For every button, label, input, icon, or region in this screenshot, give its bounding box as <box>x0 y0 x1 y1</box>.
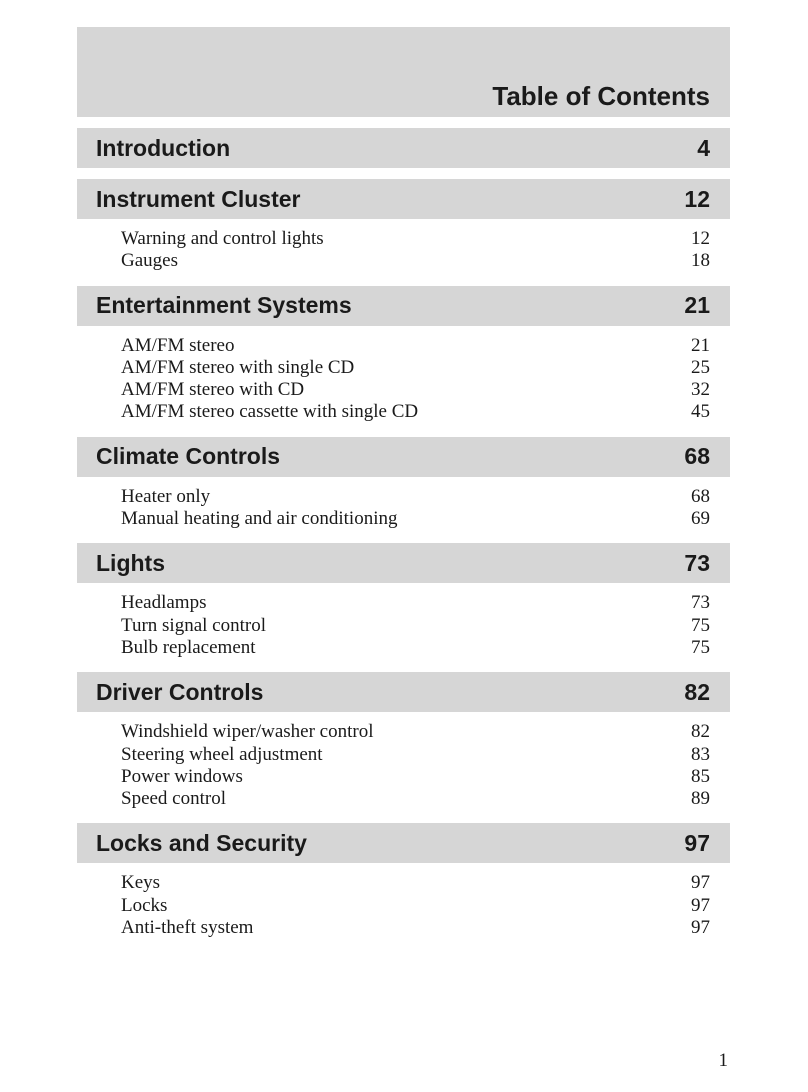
toc-entry[interactable] <box>121 721 710 743</box>
toc-entry[interactable] <box>121 486 710 508</box>
toc-entry[interactable] <box>121 592 710 614</box>
title-banner <box>77 27 730 117</box>
section-title: Entertainment Systems <box>96 292 352 319</box>
section-header[interactable] <box>77 128 730 168</box>
toc-entry[interactable] <box>121 508 710 530</box>
entry-page-number: 97 <box>691 894 710 916</box>
section-page-number: 68 <box>684 443 710 470</box>
section-title: Driver Controls <box>96 678 264 705</box>
page-number: 1 <box>718 1050 728 1071</box>
entry-label: Heater only <box>121 485 211 507</box>
entry-label: Turn signal control <box>121 614 266 636</box>
section-title: Introduction <box>96 134 231 161</box>
toc-section <box>77 286 730 426</box>
section-header[interactable] <box>77 823 730 863</box>
entry-label: Anti-theft system <box>121 917 254 939</box>
entry-page-number: 97 <box>691 872 710 894</box>
toc-section <box>77 179 730 275</box>
entry-page-number: 68 <box>691 485 710 507</box>
section-header[interactable] <box>77 543 730 583</box>
entry-label: Manual heating and air conditioning <box>121 508 398 530</box>
page-title: Table of Contents <box>492 81 710 111</box>
entry-page-number: 73 <box>691 592 710 614</box>
entry-label: Windshield wiper/washer control <box>121 721 374 743</box>
entry-label: Locks <box>121 894 168 916</box>
section-title: Lights <box>96 549 165 576</box>
toc-entry[interactable] <box>121 401 710 423</box>
entry-page-number: 69 <box>691 508 710 530</box>
entry-list <box>77 863 730 941</box>
section-page-number: 82 <box>684 678 710 705</box>
toc-entry[interactable] <box>121 917 710 939</box>
section-header[interactable] <box>77 286 730 326</box>
entry-page-number: 83 <box>691 743 710 765</box>
toc-entry[interactable] <box>121 228 710 250</box>
section-header[interactable] <box>77 672 730 712</box>
entry-list <box>77 326 730 426</box>
entry-label: Steering wheel adjustment <box>121 743 323 765</box>
toc-entry[interactable] <box>121 357 710 379</box>
toc-sections <box>77 128 730 941</box>
toc-entry[interactable] <box>121 744 710 766</box>
entry-page-number: 18 <box>691 250 710 272</box>
entry-label: AM/FM stereo <box>121 334 235 356</box>
section-page-number: 4 <box>697 134 710 161</box>
entry-label: Keys <box>121 872 161 894</box>
toc-entry[interactable] <box>121 895 710 917</box>
entry-page-number: 97 <box>691 917 710 939</box>
entry-page-number: 12 <box>691 228 710 249</box>
entry-page-number: 85 <box>691 765 710 787</box>
toc-entry[interactable] <box>121 788 710 810</box>
toc-entry[interactable] <box>121 250 710 272</box>
entry-list <box>77 219 730 275</box>
entry-page-number: 89 <box>691 788 710 810</box>
entry-page-number: 75 <box>691 614 710 636</box>
section-title: Instrument Cluster <box>96 185 301 212</box>
toc-entry[interactable] <box>121 872 710 894</box>
entry-label: AM/FM stereo cassette with single CD <box>121 401 419 423</box>
toc-section <box>77 543 730 661</box>
entry-list <box>77 712 730 812</box>
entry-label: Bulb replacement <box>121 636 256 658</box>
section-page-number: 97 <box>684 829 710 856</box>
entry-list <box>77 477 730 533</box>
entry-label: AM/FM stereo with single CD <box>121 356 355 378</box>
entry-page-number: 82 <box>691 721 710 743</box>
toc-section <box>77 437 730 533</box>
entry-label: Warning and control lights <box>121 228 324 249</box>
section-page-number: 12 <box>684 185 710 212</box>
toc-entry[interactable] <box>121 637 710 659</box>
entry-label: AM/FM stereo with CD <box>121 379 305 401</box>
section-title: Locks and Security <box>96 829 307 856</box>
section-page-number: 21 <box>684 292 710 319</box>
entry-label: Power windows <box>121 765 243 787</box>
entry-page-number: 32 <box>691 379 710 401</box>
section-header[interactable] <box>77 437 730 477</box>
toc-entry[interactable] <box>121 335 710 357</box>
entry-label: Speed control <box>121 788 227 810</box>
toc-section <box>77 823 730 941</box>
section-title: Climate Controls <box>96 443 281 470</box>
toc-entry[interactable] <box>121 379 710 401</box>
entry-page-number: 45 <box>691 401 710 423</box>
toc-section <box>77 672 730 812</box>
section-header[interactable] <box>77 179 730 219</box>
section-page-number: 73 <box>684 549 710 576</box>
toc-section <box>77 128 730 168</box>
entry-page-number: 75 <box>691 636 710 658</box>
entry-label: Gauges <box>121 250 178 272</box>
toc-page <box>77 27 730 941</box>
entry-page-number: 21 <box>691 334 710 356</box>
toc-entry[interactable] <box>121 766 710 788</box>
entry-list <box>77 583 730 661</box>
entry-label: Headlamps <box>121 592 207 614</box>
entry-page-number: 25 <box>691 356 710 378</box>
toc-entry[interactable] <box>121 615 710 637</box>
